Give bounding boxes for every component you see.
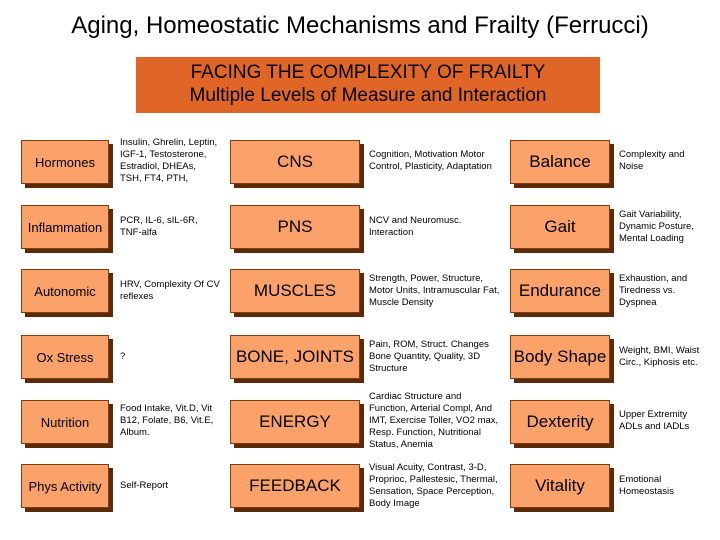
organ-description: Visual Acuity, Contrast, 3-D, Proprioc, Pallestesic, Thermal, Sensation, Space Perception, Body Image xyxy=(369,462,498,509)
page-title: Aging, Homeostatic Mechanisms and Frailty (Ferrucci) xyxy=(71,12,649,39)
system-label: Hormones xyxy=(35,154,95,170)
system-label: Phys Activity xyxy=(28,478,102,494)
banner-line-1: FACING THE COMPLEXITY OF FRAILTY xyxy=(190,62,546,83)
system-label: Ox Stress xyxy=(36,349,94,365)
organ-box xyxy=(230,464,360,508)
organ-box xyxy=(230,140,360,184)
organ-label: PNS xyxy=(277,217,313,236)
function-description: Exhaustion, and Tiredness vs. Dyspnea xyxy=(619,273,688,308)
system-description: Self-Report xyxy=(120,480,169,491)
organ-label: FEEDBACK xyxy=(249,476,341,495)
function-label: Gait xyxy=(544,217,576,236)
function-box xyxy=(510,335,610,379)
function-label: Dexterity xyxy=(526,412,594,431)
system-description: PCR, IL-6, sIL-6R, TNF-alfa xyxy=(120,215,198,238)
function-label: Vitality xyxy=(535,476,585,495)
function-box xyxy=(510,140,610,184)
function-description: Emotional Homeostasis xyxy=(619,474,674,497)
organ-box xyxy=(230,335,360,379)
banner-line-2: Multiple Levels of Measure and Interaction xyxy=(189,85,547,106)
system-box xyxy=(21,140,109,184)
function-description: Gait Variability, Dynamic Posture, Mental Loading xyxy=(619,209,694,244)
function-box xyxy=(510,400,610,444)
system-box xyxy=(21,464,109,508)
system-label: Autonomic xyxy=(34,283,96,299)
system-box xyxy=(21,400,109,444)
function-box xyxy=(510,205,610,249)
function-label: Body Shape xyxy=(513,347,607,366)
organ-box xyxy=(230,269,360,313)
function-description: Complexity and Noise xyxy=(619,149,685,172)
system-box xyxy=(21,269,109,313)
system-box xyxy=(21,205,109,249)
system-label: Nutrition xyxy=(40,414,90,430)
function-description: Weight, BMI, Waist Circ., Kiphosis etc. xyxy=(619,345,700,368)
system-description: ? xyxy=(120,351,126,362)
banner xyxy=(136,57,600,113)
function-box xyxy=(510,269,610,313)
organ-description: Cognition, Motivation Motor Control, Plasticity, Adaptation xyxy=(369,149,492,172)
function-box xyxy=(510,464,610,508)
organ-box xyxy=(230,400,360,444)
organ-label: ENERGY xyxy=(259,412,331,431)
organ-description: Strength, Power, Structure, Motor Units, Intramuscular Fat, Muscle Density xyxy=(369,273,500,308)
organ-label: BONE, JOINTS xyxy=(235,347,355,366)
function-label: Endurance xyxy=(518,281,602,300)
system-description: Food Intake, Vit.D, Vit B12, Folate, B6, Vit.E, Album. xyxy=(120,403,214,438)
organ-description: NCV and Neuromusc. Interaction xyxy=(369,215,462,238)
organ-box xyxy=(230,205,360,249)
function-description: Upper Extremity ADLs and IADLs xyxy=(619,409,690,432)
function-label: Balance xyxy=(529,152,591,171)
organ-label: CNS xyxy=(277,152,313,171)
organ-description: Cardiac Structure and Function, Arterial Compl, And IMT, Exercise Toller, VO2 max, Resp. Function, Nutritional Status, Anemia xyxy=(369,391,499,450)
system-box xyxy=(21,335,109,379)
organ-description: Pain, ROM, Struct. Changes Bone Quantity, Quality, 3D Structure xyxy=(369,339,489,374)
system-description: HRV, Complexity Of CV reflexes xyxy=(120,279,220,302)
system-description: Insulin, Ghrelin, Leptin, IGF-1, Testosterone, Estradiol, DHEAs, TSH, FT4, PTH, xyxy=(120,137,218,184)
system-label: Inflammation xyxy=(27,219,103,235)
organ-label: MUSCLES xyxy=(253,281,337,300)
